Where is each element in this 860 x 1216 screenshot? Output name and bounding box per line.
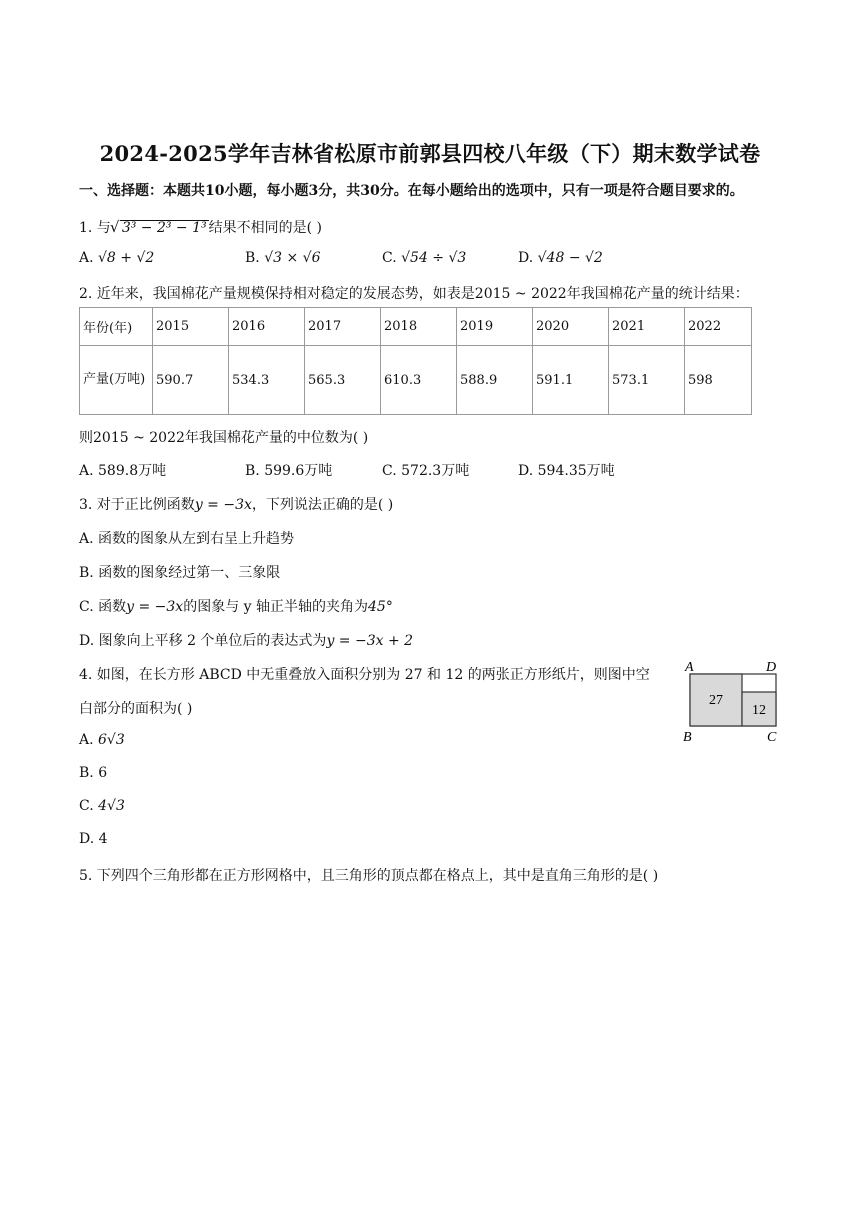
option-text: 6 bbox=[98, 765, 108, 781]
label-12: 12 bbox=[752, 703, 766, 718]
option-text: 594.35万吨 bbox=[537, 463, 615, 479]
option-label: C. bbox=[382, 463, 397, 479]
table-cell: 590.7 bbox=[153, 346, 229, 415]
question-3-prefix: 3. 对于正比例函数 bbox=[79, 497, 195, 513]
vertex-d: D bbox=[766, 660, 777, 675]
table-header-year: 年份(年) bbox=[80, 308, 153, 346]
table-row-year bbox=[80, 308, 752, 346]
table-cell: 2018 bbox=[381, 308, 457, 346]
question-4-stem-line2: 白部分的面积为( ) bbox=[79, 701, 193, 717]
option-label: D. bbox=[79, 831, 95, 847]
option-mid: 的图象与 y 轴正半轴的夹角为 bbox=[183, 599, 369, 615]
table-cell: 598 bbox=[685, 346, 752, 415]
vertex-a: A bbox=[685, 660, 694, 675]
vertex-b: B bbox=[683, 730, 692, 745]
table-row-production bbox=[80, 346, 752, 415]
option-text: 4√3 bbox=[98, 798, 125, 814]
option-expr: √54 ÷ √3 bbox=[401, 250, 467, 266]
option-expr: √8 + √2 bbox=[98, 250, 155, 266]
question-3-option-a: A. 函数的图象从左到右呈上升趋势 bbox=[79, 531, 295, 547]
question-3-suffix: ，下列说法正确的是( ) bbox=[251, 497, 394, 513]
question-4-option-a bbox=[79, 732, 125, 748]
option-label: B. bbox=[245, 250, 260, 266]
question-2-option-c bbox=[382, 460, 469, 480]
option-expr: y = −3x + 2 bbox=[326, 633, 414, 649]
question-4-option-c bbox=[79, 798, 125, 814]
option-expr: y = −3x bbox=[126, 599, 184, 615]
rectangle-abcd-figure bbox=[680, 660, 780, 745]
question-3-expr: y = −3x bbox=[194, 497, 252, 513]
option-prefix: C. 函数 bbox=[79, 599, 127, 615]
option-expr: √48 − √2 bbox=[537, 250, 603, 266]
option-label: D. bbox=[518, 250, 534, 266]
cotton-production-table bbox=[79, 307, 752, 415]
table-cell: 2016 bbox=[229, 308, 305, 346]
question-1-option-d bbox=[518, 250, 603, 266]
option-label: C. bbox=[79, 798, 94, 814]
option-angle: 45° bbox=[368, 599, 393, 615]
question-4-stem-line1: 4. 如图，在长方形 ABCD 中无重叠放入面积分别为 27 和 12 的两张正方形纸片，则图中空 bbox=[79, 667, 650, 683]
question-1-radicand: 3³ − 2³ − 1³ bbox=[121, 220, 207, 236]
question-2-option-b bbox=[245, 460, 332, 480]
question-2-option-a bbox=[79, 460, 166, 480]
question-3-stem bbox=[79, 494, 393, 514]
option-text: 4 bbox=[98, 831, 108, 847]
table-cell: 2020 bbox=[533, 308, 609, 346]
option-label: B. bbox=[79, 765, 94, 781]
table-cell: 2019 bbox=[457, 308, 533, 346]
option-text: 599.6万吨 bbox=[264, 463, 333, 479]
question-1-prefix: 1. 与 bbox=[79, 220, 111, 236]
question-3-option-b: B. 函数的图象经过第一、三象限 bbox=[79, 565, 281, 581]
table-cell: 2017 bbox=[305, 308, 381, 346]
question-3-option-c bbox=[79, 596, 393, 616]
question-1-option-b bbox=[245, 250, 321, 266]
table-cell: 565.3 bbox=[305, 346, 381, 415]
question-1-radical bbox=[111, 220, 209, 236]
question-4-option-b bbox=[79, 765, 107, 781]
table-cell: 534.3 bbox=[229, 346, 305, 415]
option-expr: √3 × √6 bbox=[264, 250, 321, 266]
question-2-question: 则2015 ~ 2022年我国棉花产量的中位数为( ) bbox=[79, 430, 369, 446]
option-label: A. bbox=[79, 463, 94, 479]
table-cell: 573.1 bbox=[609, 346, 685, 415]
question-1-option-c bbox=[382, 250, 466, 266]
vertex-c: C bbox=[767, 730, 777, 745]
option-label: D. bbox=[518, 463, 534, 479]
table-cell: 2015 bbox=[153, 308, 229, 346]
table-cell: 610.3 bbox=[381, 346, 457, 415]
table-cell: 591.1 bbox=[533, 346, 609, 415]
option-label: B. bbox=[245, 463, 260, 479]
section-heading: 一、选择题：本题共10小题，每小题3分，共30分。在每小题给出的选项中，只有一项是符合题目要求的。 bbox=[79, 183, 744, 199]
table-cell: 2022 bbox=[685, 308, 752, 346]
option-text: 589.8万吨 bbox=[98, 463, 167, 479]
question-1-option-a bbox=[79, 250, 154, 266]
option-text: 6√3 bbox=[98, 732, 125, 748]
option-label: C. bbox=[382, 250, 397, 266]
option-prefix: D. 图象向上平移 2 个单位后的表达式为 bbox=[79, 633, 327, 649]
table-cell: 2021 bbox=[609, 308, 685, 346]
table-header-production: 产量(万吨) bbox=[80, 346, 153, 415]
table-cell: 588.9 bbox=[457, 346, 533, 415]
label-27: 27 bbox=[709, 693, 723, 708]
question-5-stem: 5. 下列四个三角形都在正方形网格中，且三角形的顶点都在格点上，其中是直角三角形的是( ) bbox=[79, 868, 659, 884]
question-3-option-d bbox=[79, 630, 413, 650]
question-2-option-d bbox=[518, 460, 615, 480]
option-label: A. bbox=[79, 732, 94, 748]
page-title: 2024-2025学年吉林省松原市前郭县四校八年级（下）期末数学试卷 bbox=[99, 141, 761, 166]
question-4-option-d bbox=[79, 831, 108, 847]
question-1-stem bbox=[79, 217, 322, 237]
option-label: A. bbox=[79, 250, 94, 266]
question-1-suffix: 结果不相同的是( ) bbox=[208, 220, 323, 236]
question-2-stem: 2. 近年来，我国棉花产量规模保持相对稳定的发展态势，如表是2015 ~ 2022年我国棉花产量的统计结果： bbox=[79, 286, 749, 302]
option-text: 572.3万吨 bbox=[401, 463, 470, 479]
